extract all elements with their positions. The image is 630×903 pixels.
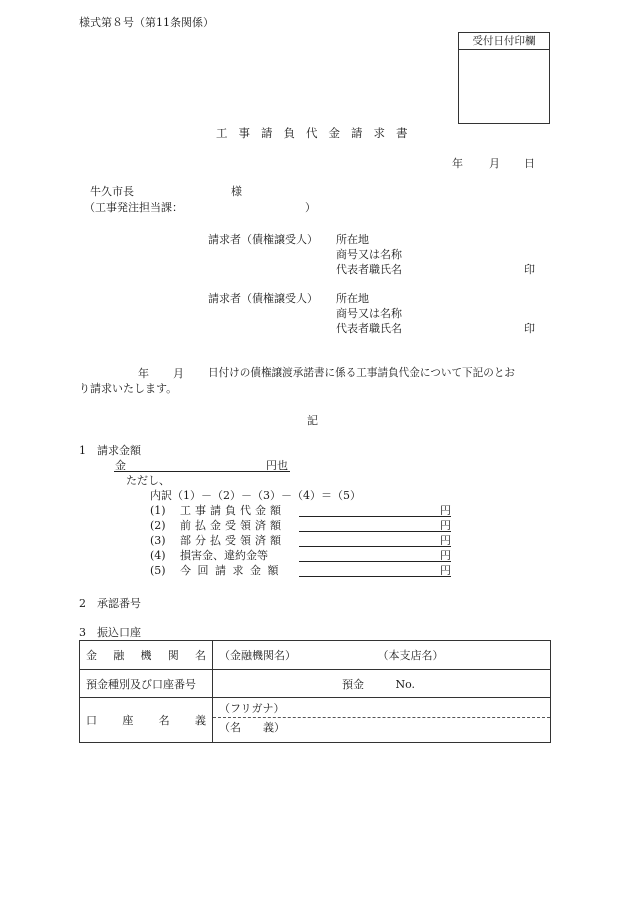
- bank-account-table: [79, 640, 551, 743]
- section-transfer-account-heading: 3 振込口座: [79, 626, 141, 639]
- body-text-line2: り請求いたします。: [79, 382, 178, 395]
- account-row: [80, 670, 551, 698]
- document-title: 工事請負代金請求書: [216, 126, 419, 140]
- bank-name-label-text: 金 融 機 関 名: [86, 649, 206, 662]
- seal-mark: 印: [524, 263, 535, 276]
- stamp-box-label: 受付日付印欄: [459, 33, 549, 50]
- bank-name-placeholder: （金融機関名）: [219, 649, 296, 662]
- bank-name-row: [80, 641, 551, 670]
- account-cell[interactable]: [213, 670, 551, 698]
- item-number: (3): [150, 534, 166, 547]
- account-holder-row: [80, 698, 551, 743]
- item-underline: [299, 531, 451, 532]
- account-holder-label: [80, 698, 213, 743]
- item-label: 損害金、違約金等: [180, 549, 268, 562]
- body-year: 年: [138, 367, 149, 380]
- claimant-address-label: 所在地: [336, 292, 369, 305]
- addressee-dept-open: （工事発注担当課：: [84, 201, 183, 214]
- account-type-number-label: 預金種別及び口座番号: [80, 670, 213, 698]
- account-number-label: No.: [395, 677, 416, 691]
- item-unit: 円: [440, 549, 451, 562]
- item-number: (2): [150, 519, 166, 532]
- item-underline: [299, 561, 451, 562]
- bank-name-cell[interactable]: [213, 641, 551, 670]
- item-label: 前払金受領済額: [180, 519, 285, 532]
- bank-name-label: [80, 641, 213, 670]
- breakdown-formula: 内訳（1）－（2）－（3）－（4）＝（5）: [150, 489, 361, 502]
- account-holder-cell[interactable]: [213, 698, 551, 743]
- claimant-role: 請求者（債権譲受人）: [208, 292, 318, 305]
- proviso-text: ただし、: [126, 474, 170, 487]
- section-claim-amount-heading: 1 請求金額: [79, 444, 141, 457]
- item-number: (4): [150, 549, 166, 562]
- furigana-field[interactable]: （フリガナ）: [213, 699, 550, 718]
- seal-mark: 印: [524, 322, 535, 335]
- item-unit: 円: [440, 504, 451, 517]
- item-unit: 円: [440, 519, 451, 532]
- date-month: 月: [489, 157, 500, 170]
- item-underline: [299, 516, 451, 517]
- deposit-type-label: 預金: [342, 677, 364, 691]
- claimant-company-label: 商号又は名称: [336, 307, 402, 320]
- amount-suffix: 円也: [266, 459, 288, 472]
- addressee-honorific: 様: [231, 185, 242, 198]
- item-number: (1): [150, 504, 166, 517]
- item-unit: 円: [440, 564, 451, 577]
- item-label: 工事請負代金額: [180, 504, 285, 517]
- account-holder-label-text: 口 座 名 義: [86, 714, 206, 727]
- amount-underline: [114, 471, 290, 472]
- claimant-rep-label: 代表者職氏名: [336, 263, 402, 276]
- claimant-company-label: 商号又は名称: [336, 248, 402, 261]
- addressee-dept-close: ）: [305, 201, 316, 214]
- form-number: 様式第８号（第11条関係）: [79, 16, 214, 29]
- body-month: 月: [173, 367, 184, 380]
- claimant-role: 請求者（債権譲受人）: [208, 233, 318, 246]
- reception-stamp-box: [458, 32, 550, 124]
- amount-prefix: 金: [115, 459, 126, 472]
- item-label: 今回請求金額: [180, 564, 285, 577]
- item-number: (5): [150, 564, 166, 577]
- date-year: 年: [452, 157, 463, 170]
- body-text-line1: 日付けの債権譲渡承諾書に係る工事請負代金について下記のとお: [208, 367, 516, 379]
- addressee-name: 牛久市長: [90, 185, 134, 198]
- date-day: 日: [524, 157, 535, 170]
- claimant-address-label: 所在地: [336, 233, 369, 246]
- item-underline: [299, 546, 451, 547]
- item-unit: 円: [440, 534, 451, 547]
- branch-name-placeholder: （本支店名）: [377, 649, 444, 662]
- section-approval-number-heading: 2 承認番号: [79, 597, 141, 610]
- claimant-rep-label: 代表者職氏名: [336, 322, 402, 335]
- holder-name-field[interactable]: （名 義）: [219, 720, 285, 734]
- item-label: 部分払受領済額: [180, 534, 285, 547]
- item-underline: [299, 576, 451, 577]
- ki-heading: 記: [307, 414, 318, 427]
